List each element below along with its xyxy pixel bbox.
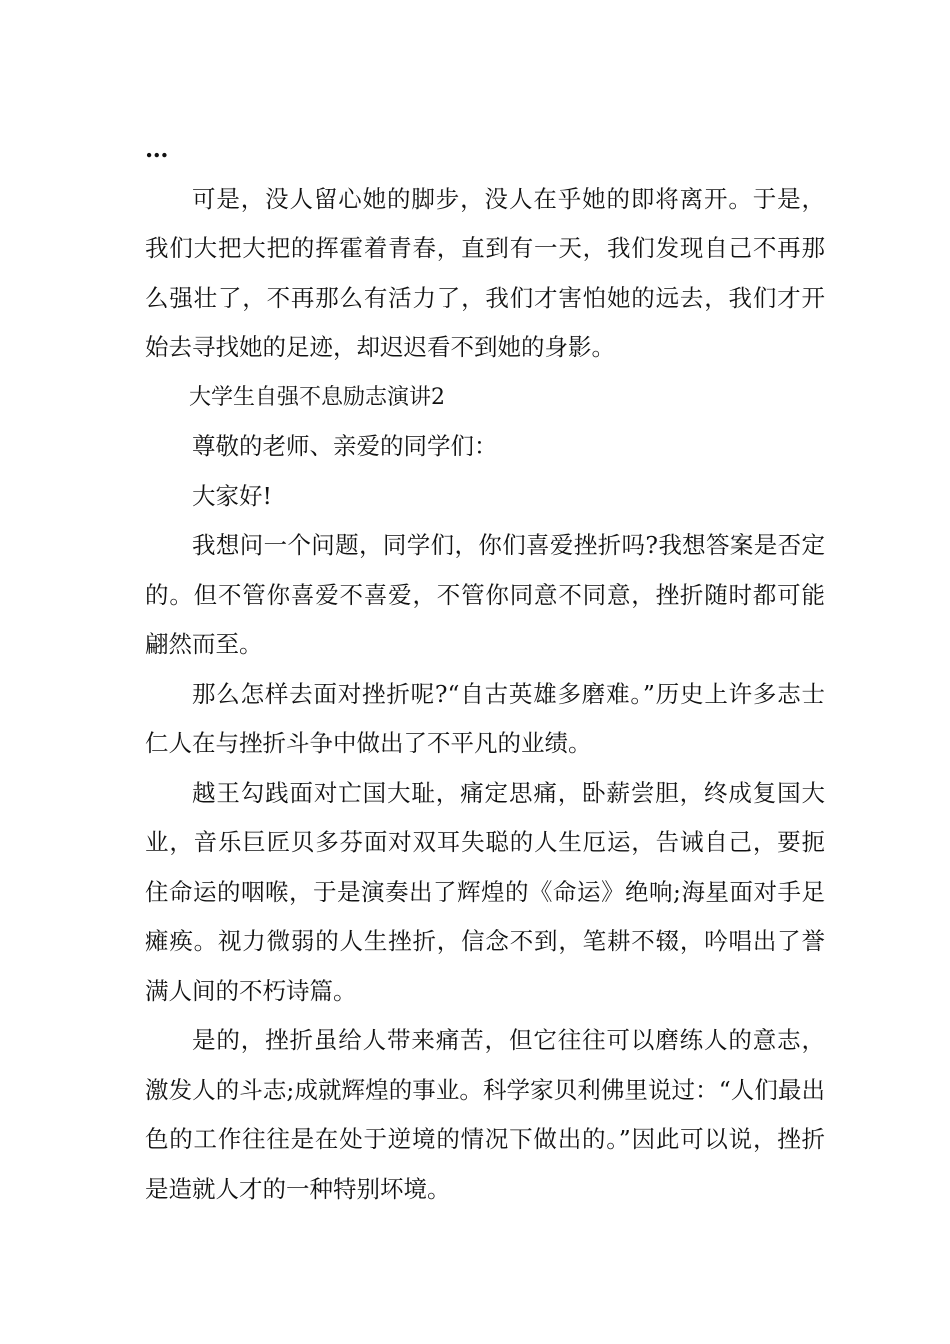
speech-title: 大学生自强不息励志演讲2 bbox=[189, 384, 445, 410]
paragraph-conclusion: 是的，挫折虽给人带来痛苦，但它往往可以磨练人的意志，激发人的斗志;成就辉煌的事业。科学家贝利佛里说过：“人们最出色的工作往往是在处于逆境的情况下做出的。”因此可以说，挫折是造就人才的一种特别坏境。 bbox=[145, 1026, 825, 1203]
paragraph-examples: 越王勾践面对亡国大耻，痛定思痛，卧薪尝胆，终成复国大业，音乐巨匠贝多芬面对双耳失聪的人生厄运，告诫自己，要扼住命运的咽喉，于是演奏出了辉煌的《命运》绝响;海星面对手足瘫痪。视力微弱的人生挫折，信念不到，笔耕不辍，吟唱出了誉满人间的不朽诗篇。 bbox=[145, 778, 825, 1005]
continuation-ellipsis: … bbox=[145, 135, 170, 163]
salutation: 尊敬的老师、亲爱的同学们： bbox=[192, 432, 498, 460]
paragraph-youth: 可是，没人留心她的脚步，没人在乎她的即将离开。于是，我们大把大把的挥霍着青春，直到有一天，我们发现自己不再那么强壮了，不再那么有活力了，我们才害怕她的远去，我们才开始去寻找她的足迹，却迟迟看不到她的身影。 bbox=[145, 184, 825, 361]
document-body bbox=[145, 125, 825, 1214]
paragraph-facing-setbacks: 那么怎样去面对挫折呢?“自古英雄多磨难。”历史上许多志士仁人在与挫折斗争中做出了不平凡的业绩。 bbox=[145, 679, 825, 757]
paragraph-question: 我想问一个问题，同学们，你们喜爱挫折吗?我想答案是否定的。但不管你喜爱不喜爱，不管你同意不同意，挫折随时都可能翩然而至。 bbox=[145, 531, 825, 658]
greeting: 大家好! bbox=[192, 481, 272, 510]
